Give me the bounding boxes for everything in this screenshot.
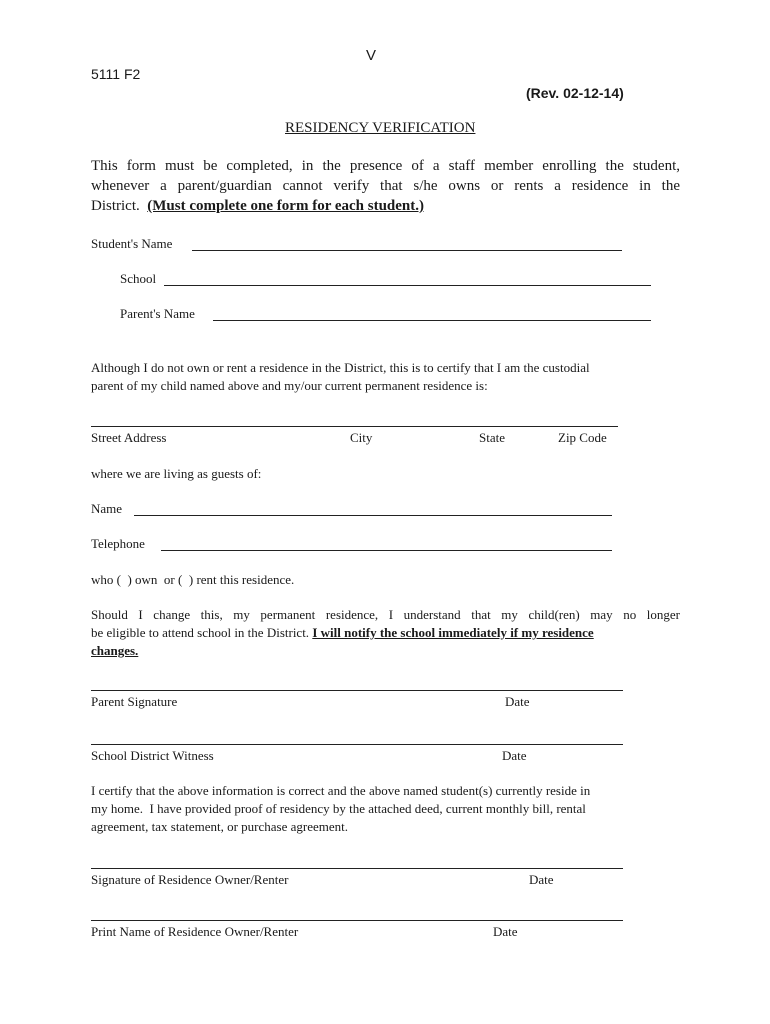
- change-line-1: Should I change this, my permanent residence, I understand that my child(ren) may no longer: [91, 607, 680, 622]
- owner-print-date-label: Date: [493, 924, 518, 939]
- parent-name-label: Parent's Name: [120, 306, 195, 321]
- own-option[interactable]: ) own or (: [127, 572, 183, 587]
- page-title: RESIDENCY VERIFICATION: [285, 120, 476, 136]
- witness-signature-line[interactable]: [91, 744, 623, 745]
- parent-signature-line[interactable]: [91, 690, 623, 691]
- owner-line-2: my home. I have provided proof of residency by the attached deed, current monthly bill, rental: [91, 801, 586, 816]
- revision-date: (Rev. 02-12-14): [526, 85, 624, 101]
- intro-line-3: [91, 198, 424, 215]
- city-label: City: [350, 430, 373, 445]
- telephone-line[interactable]: [161, 550, 612, 551]
- header-mark: V: [366, 47, 377, 64]
- certify-line-2: parent of my child named above and my/our current permanent residence is:: [91, 378, 488, 393]
- telephone-label: Telephone: [91, 536, 145, 551]
- guest-name-label: Name: [91, 501, 123, 516]
- owner-signature-line[interactable]: [91, 868, 623, 869]
- student-name-line[interactable]: [192, 250, 622, 251]
- witness-date-label: Date: [502, 748, 527, 763]
- zip-code-label: Zip Code: [558, 430, 607, 445]
- school-label: School: [120, 271, 157, 286]
- witness-label: School District Witness: [91, 748, 214, 763]
- rent-option[interactable]: ) rent this residence.: [188, 572, 295, 587]
- parent-date-label: Date: [505, 694, 530, 709]
- intro-emphasis: (Must complete one form for each student.): [147, 198, 424, 214]
- owner-signature-date-label: Date: [529, 872, 554, 887]
- intro-line-1: This form must be completed, in the presence of a staff member enrolling the student,: [91, 158, 680, 174]
- intro-district: District.: [91, 198, 140, 214]
- owner-line-1: I certify that the above information is correct and the above named student(s) currently reside in: [91, 783, 591, 798]
- change-emphasis: I will notify the school immediately if my residence: [312, 625, 594, 640]
- guest-name-line[interactable]: [134, 515, 612, 516]
- certify-line-1: Although I do not own or rent a residence in the District, this is to certify that I am the custodial: [91, 360, 590, 375]
- form-number: 5111 F2: [91, 66, 141, 82]
- change-line-2-text: be eligible to attend school in the District.: [91, 625, 310, 640]
- own-rent-line: [91, 572, 294, 588]
- own-checkbox-open[interactable]: who (: [91, 572, 121, 587]
- address-line[interactable]: [91, 426, 618, 427]
- street-address-label: Street Address: [91, 430, 167, 445]
- change-line-3: changes.: [91, 643, 139, 658]
- state-label: State: [479, 430, 505, 445]
- student-name-label: Student's Name: [91, 236, 173, 251]
- school-line[interactable]: [164, 285, 651, 286]
- parent-name-line[interactable]: [213, 320, 651, 321]
- owner-print-name-line[interactable]: [91, 920, 623, 921]
- owner-line-3: agreement, tax statement, or purchase agreement.: [91, 819, 348, 834]
- owner-signature-label: Signature of Residence Owner/Renter: [91, 872, 289, 887]
- owner-print-name-label: Print Name of Residence Owner/Renter: [91, 924, 299, 939]
- parent-signature-label: Parent Signature: [91, 694, 178, 709]
- guests-intro: where we are living as guests of:: [91, 466, 262, 481]
- intro-line-2: whenever a parent/guardian cannot verify that s/he owns or rents a residence in the: [91, 178, 680, 194]
- change-line-2: [91, 625, 594, 641]
